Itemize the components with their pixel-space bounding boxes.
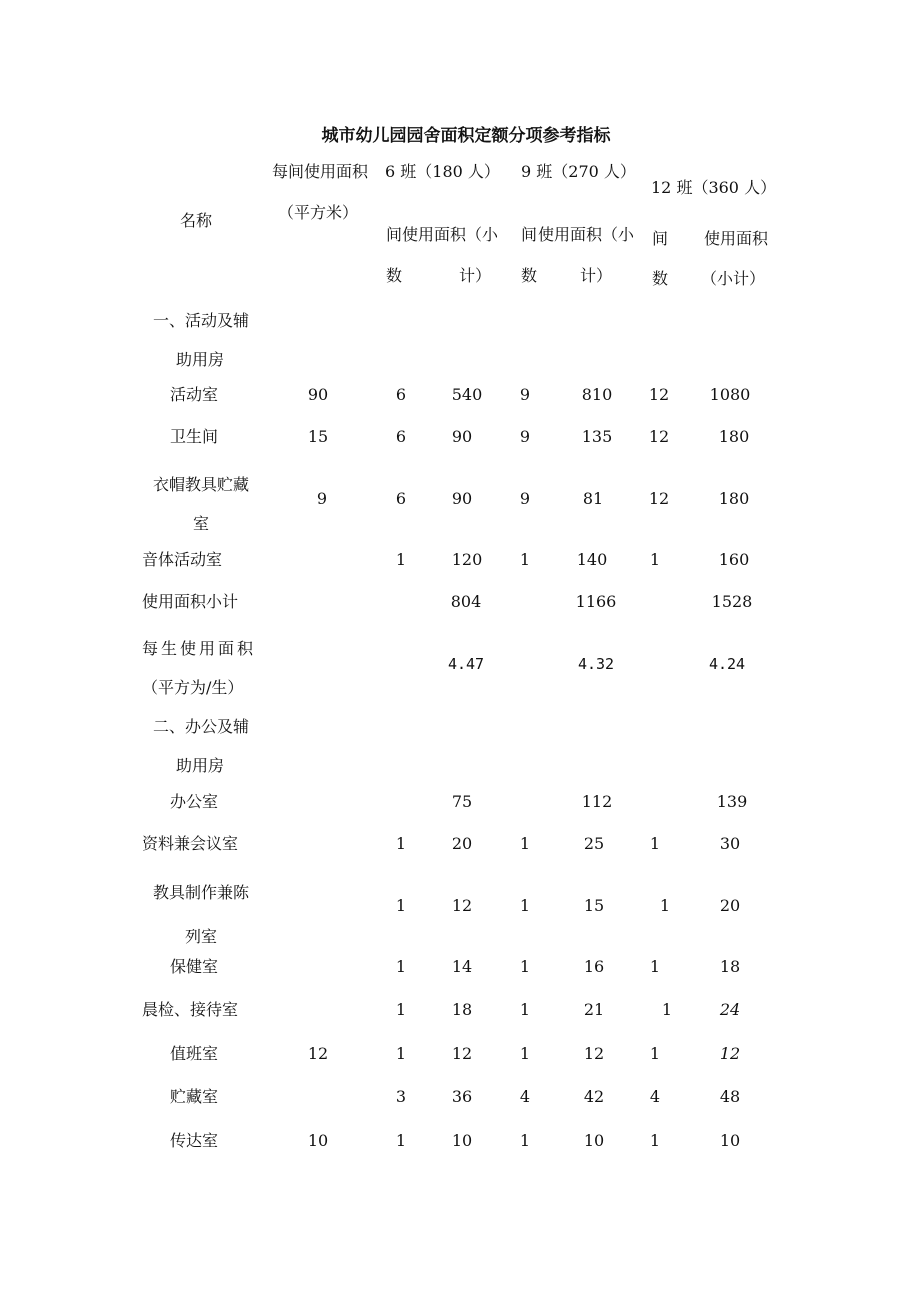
header-g6-area-2: 计）	[459, 266, 492, 285]
cell-g9-rooms: 9	[519, 489, 531, 508]
cell-g12-area: 180	[718, 427, 750, 446]
cell-g12-rooms: 1	[649, 957, 661, 976]
cell-g12-area: 24	[719, 1000, 741, 1019]
cell-g9-rooms: 1	[519, 896, 531, 915]
cell-g12-area: 20	[719, 896, 741, 915]
header-g9-rooms-2: 数	[521, 266, 538, 285]
header-g9-area: 使用面积（小	[538, 225, 635, 244]
cell-g6-area: 20	[451, 834, 473, 853]
row-name: 晨检、接待室	[142, 1000, 239, 1019]
cell-g12-rooms: 1	[649, 1044, 661, 1063]
cell-g12-area: 1080	[709, 385, 751, 404]
row-name: 使用面积小计	[142, 592, 239, 611]
cell-g6-area: 90	[451, 427, 473, 446]
cell-g6-rooms: 1	[395, 834, 407, 853]
row-name: 音体活动室	[142, 550, 223, 569]
header-group-6: 6 班（180 人）	[385, 162, 500, 181]
cell-g6-area: 804	[450, 592, 482, 611]
cell-g12-rooms: 1	[659, 896, 671, 915]
cell-g12-area: 18	[719, 957, 741, 976]
cell-g12-area: 139	[716, 792, 748, 811]
section-heading-1: 一、活动及辅	[152, 311, 250, 330]
cell-g6-rooms: 3	[395, 1087, 407, 1106]
row-name: 值班室	[169, 1044, 219, 1063]
cell-g6-rooms: 6	[395, 385, 407, 404]
cell-g6-rooms: 1	[395, 1131, 407, 1150]
cell-g12-rooms: 12	[648, 427, 670, 446]
header-g12-area: 使用面积	[704, 229, 769, 248]
cell-g6-area: 540	[451, 385, 483, 404]
cell-g6-rooms: 1	[395, 1000, 407, 1019]
cell-g6-area: 18	[451, 1000, 473, 1019]
cell-g9-area: 135	[581, 427, 613, 446]
cell-g12-area: 48	[719, 1087, 741, 1106]
cell-g9-area: 81	[582, 489, 604, 508]
section-heading-1-cont: 助用房	[175, 350, 225, 369]
cell-g6-area: 14	[451, 957, 473, 976]
cell-g9-area: 15	[583, 896, 605, 915]
row-name: 教具制作兼陈	[152, 883, 250, 902]
row-name-cont: 室	[192, 514, 210, 533]
section-heading-2: 二、办公及辅	[152, 717, 250, 736]
cell-g9-rooms: 4	[519, 1087, 531, 1106]
cell-g9-rooms: 1	[519, 1000, 531, 1019]
cell-g9-rooms: 9	[519, 385, 531, 404]
header-area-per-room-unit: （平方米）	[278, 203, 359, 222]
cell-g6-rooms: 6	[395, 489, 407, 508]
header-g9-rooms: 间	[521, 225, 538, 244]
cell-g9-area: 810	[581, 385, 613, 404]
cell-g12-rooms: 12	[648, 489, 670, 508]
cell-g9-area: 140	[576, 550, 608, 569]
cell-g9-rooms: 1	[519, 1044, 531, 1063]
cell-g9-area: 4.32	[577, 655, 615, 673]
row-name: 每生使用面积	[142, 639, 257, 658]
header-group-12: 12 班（360 人）	[651, 178, 777, 197]
cell-g9-area: 16	[583, 957, 605, 976]
cell-g6-area: 36	[451, 1087, 473, 1106]
header-g9-area-2: 计）	[580, 266, 613, 285]
cell-g12-rooms: 1	[661, 1000, 673, 1019]
cell-g9-area: 42	[583, 1087, 605, 1106]
cell-g12-rooms: 4	[649, 1087, 661, 1106]
cell-area-per-room: 10	[307, 1131, 329, 1150]
row-name: 传达室	[169, 1131, 219, 1150]
cell-g9-area: 12	[583, 1044, 605, 1063]
header-g6-rooms: 间	[386, 225, 403, 244]
cell-g12-area: 4.24	[708, 655, 746, 673]
row-name-cont: （平方为/生）	[142, 678, 244, 697]
header-g12-rooms: 间	[652, 229, 669, 248]
cell-g9-rooms: 1	[519, 834, 531, 853]
header-g12-area-2: （小计）	[701, 269, 766, 288]
cell-area-per-room: 12	[307, 1044, 329, 1063]
cell-g6-area: 4.47	[447, 655, 485, 673]
cell-g6-rooms: 6	[395, 427, 407, 446]
cell-area-per-room: 9	[316, 489, 328, 508]
page-title: 城市幼儿园园舍面积定额分项参考指标	[321, 126, 611, 146]
row-name: 衣帽教具贮藏	[152, 475, 250, 494]
row-name: 卫生间	[169, 427, 219, 446]
header-group-9: 9 班（270 人）	[521, 162, 636, 181]
cell-g9-rooms: 1	[519, 957, 531, 976]
row-name: 资料兼会议室	[142, 834, 239, 853]
cell-g6-rooms: 1	[395, 550, 407, 569]
row-name: 活动室	[169, 385, 219, 404]
cell-g6-area: 10	[451, 1131, 473, 1150]
cell-g12-rooms: 12	[648, 385, 670, 404]
row-name: 保健室	[169, 957, 219, 976]
cell-g9-area: 1166	[575, 592, 617, 611]
cell-g6-area: 75	[451, 792, 473, 811]
cell-g12-area: 1528	[711, 592, 753, 611]
row-name: 贮藏室	[169, 1087, 219, 1106]
header-g6-rooms-2: 数	[386, 266, 403, 285]
header-g6-area: 使用面积（小	[402, 225, 499, 244]
cell-g9-rooms: 1	[519, 1131, 531, 1150]
cell-g9-area: 25	[583, 834, 605, 853]
cell-g6-area: 90	[451, 489, 473, 508]
row-name-cont: 列室	[184, 927, 218, 946]
cell-g9-area: 21	[583, 1000, 605, 1019]
cell-g6-area: 120	[451, 550, 483, 569]
cell-g9-area: 10	[583, 1131, 605, 1150]
cell-area-per-room: 15	[307, 427, 329, 446]
cell-g6-area: 12	[451, 1044, 473, 1063]
header-area-per-room: 每间使用面积	[272, 162, 369, 181]
cell-g12-area: 30	[719, 834, 741, 853]
cell-g6-area: 12	[451, 896, 473, 915]
cell-g12-area: 12	[719, 1044, 741, 1063]
cell-g6-rooms: 1	[395, 896, 407, 915]
cell-g6-rooms: 1	[395, 957, 407, 976]
cell-area-per-room: 90	[307, 385, 329, 404]
cell-g12-rooms: 1	[649, 834, 661, 853]
cell-g9-rooms: 9	[519, 427, 531, 446]
cell-g9-rooms: 1	[519, 550, 531, 569]
row-name: 办公室	[169, 792, 219, 811]
cell-g12-area: 10	[719, 1131, 741, 1150]
cell-g12-rooms: 1	[649, 1131, 661, 1150]
header-g12-rooms-2: 数	[652, 269, 669, 288]
cell-g12-rooms: 1	[649, 550, 661, 569]
cell-g12-area: 180	[718, 489, 750, 508]
cell-g6-rooms: 1	[395, 1044, 407, 1063]
cell-g9-area: 112	[581, 792, 613, 811]
section-heading-2-cont: 助用房	[175, 756, 225, 775]
cell-g12-area: 160	[718, 550, 750, 569]
header-name: 名称	[179, 211, 213, 230]
